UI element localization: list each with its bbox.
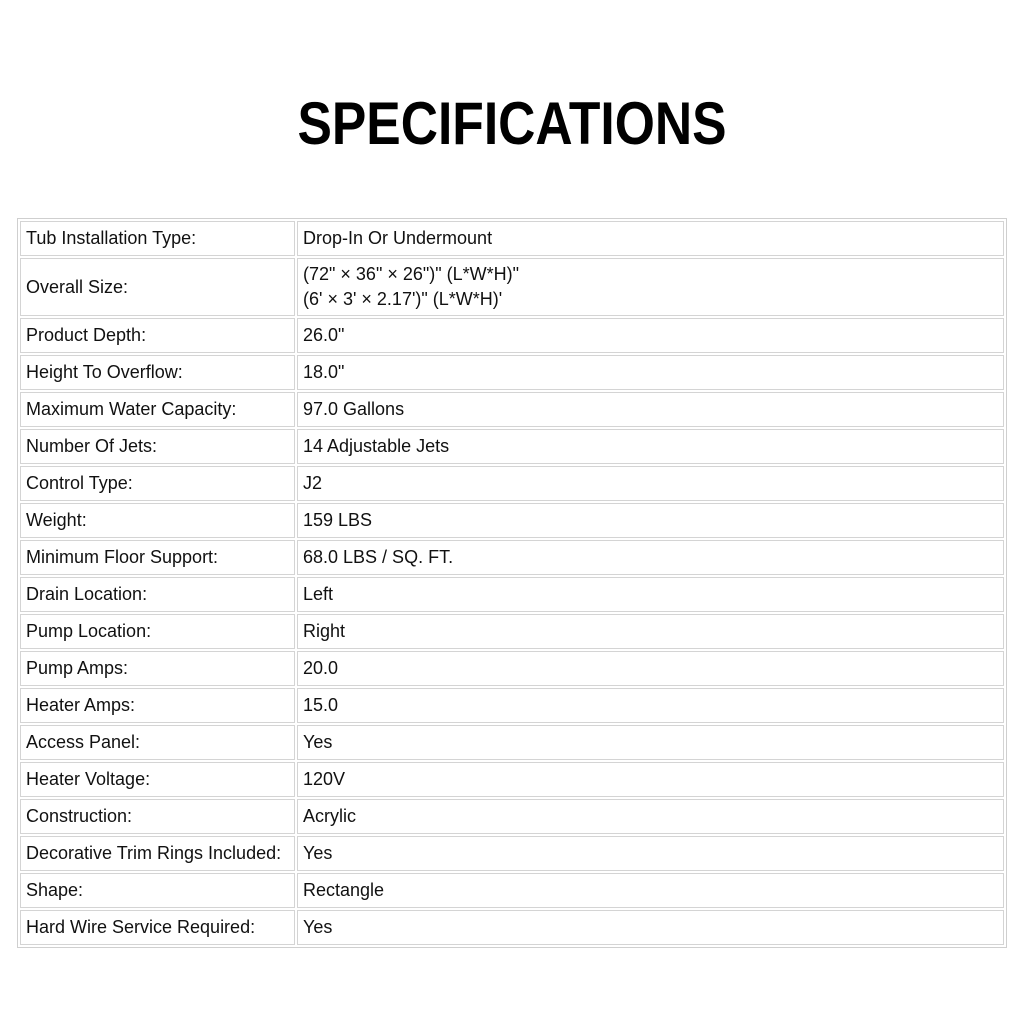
spec-label: Overall Size: <box>20 258 295 316</box>
spec-value <box>297 318 1004 353</box>
spec-value-line: Left <box>303 584 334 604</box>
spec-label: Pump Amps: <box>20 651 295 686</box>
spec-row <box>20 392 1004 427</box>
spec-value <box>297 725 1004 760</box>
spec-row <box>20 725 1004 760</box>
spec-value-line: Yes <box>303 732 333 752</box>
spec-label: Heater Amps: <box>20 688 295 723</box>
spec-row <box>20 577 1004 612</box>
spec-label: Shape: <box>20 873 295 908</box>
spec-value <box>297 614 1004 649</box>
spec-row <box>20 614 1004 649</box>
spec-value-line: 15.0 <box>303 695 339 715</box>
spec-value-line: 120V <box>303 769 346 789</box>
spec-row <box>20 540 1004 575</box>
spec-label: Construction: <box>20 799 295 834</box>
spec-label: Heater Voltage: <box>20 762 295 797</box>
spec-row <box>20 503 1004 538</box>
spec-row <box>20 258 1004 316</box>
spec-label: Tub Installation Type: <box>20 221 295 256</box>
spec-row <box>20 688 1004 723</box>
spec-value <box>297 910 1004 945</box>
spec-row <box>20 651 1004 686</box>
spec-row <box>20 429 1004 464</box>
spec-row <box>20 799 1004 834</box>
spec-label: Drain Location: <box>20 577 295 612</box>
spec-value-line: 20.0 <box>303 658 339 678</box>
spec-value <box>297 429 1004 464</box>
spec-label: Height To Overflow: <box>20 355 295 390</box>
spec-label: Control Type: <box>20 466 295 501</box>
spec-label: Product Depth: <box>20 318 295 353</box>
page-title: SPECIFICATIONS <box>297 90 727 157</box>
spec-value <box>297 540 1004 575</box>
spec-value <box>297 762 1004 797</box>
spec-value-line: Rectangle <box>303 880 385 900</box>
spec-row <box>20 873 1004 908</box>
spec-label: Weight: <box>20 503 295 538</box>
spec-value-line: Drop-In Or Undermount <box>303 228 493 248</box>
spec-value <box>297 688 1004 723</box>
spec-value <box>297 503 1004 538</box>
spec-value-line: 97.0 Gallons <box>303 399 405 419</box>
spec-row <box>20 836 1004 871</box>
spec-label: Number Of Jets: <box>20 429 295 464</box>
spec-value <box>297 355 1004 390</box>
spec-value <box>297 577 1004 612</box>
spec-value <box>297 873 1004 908</box>
spec-row <box>20 762 1004 797</box>
spec-value <box>297 258 1004 316</box>
spec-row <box>20 910 1004 945</box>
spec-value-line: (72" × 36" × 26")" (L*W*H)" <box>303 264 520 284</box>
spec-label: Pump Location: <box>20 614 295 649</box>
spec-value <box>297 392 1004 427</box>
spec-row <box>20 221 1004 256</box>
spec-value <box>297 221 1004 256</box>
spec-value-line: 18.0" <box>303 362 345 382</box>
spec-value <box>297 836 1004 871</box>
spec-value-line: 68.0 LBS / SQ. FT. <box>303 547 454 567</box>
spec-label: Maximum Water Capacity: <box>20 392 295 427</box>
spec-row <box>20 466 1004 501</box>
spec-row <box>20 318 1004 353</box>
spec-label: Hard Wire Service Required: <box>20 910 295 945</box>
spec-value-line: 14 Adjustable Jets <box>303 436 450 456</box>
spec-value-line: Yes <box>303 843 333 863</box>
spec-value <box>297 651 1004 686</box>
spec-row <box>20 355 1004 390</box>
spec-label: Access Panel: <box>20 725 295 760</box>
spec-value-line: Yes <box>303 917 333 937</box>
spec-label: Decorative Trim Rings Included: <box>20 836 295 871</box>
specifications-table <box>17 218 1007 948</box>
spec-value-line: 159 LBS <box>303 510 373 530</box>
spec-value-line: 26.0" <box>303 325 345 345</box>
specifications-table-body <box>20 221 1004 945</box>
spec-value <box>297 799 1004 834</box>
spec-value-line: (6' × 3' × 2.17')" (L*W*H)' <box>303 289 503 309</box>
spec-value <box>297 466 1004 501</box>
spec-value-line: Right <box>303 621 346 641</box>
spec-label: Minimum Floor Support: <box>20 540 295 575</box>
spec-value-line: Acrylic <box>303 806 356 826</box>
spec-value-line: J2 <box>303 473 323 493</box>
